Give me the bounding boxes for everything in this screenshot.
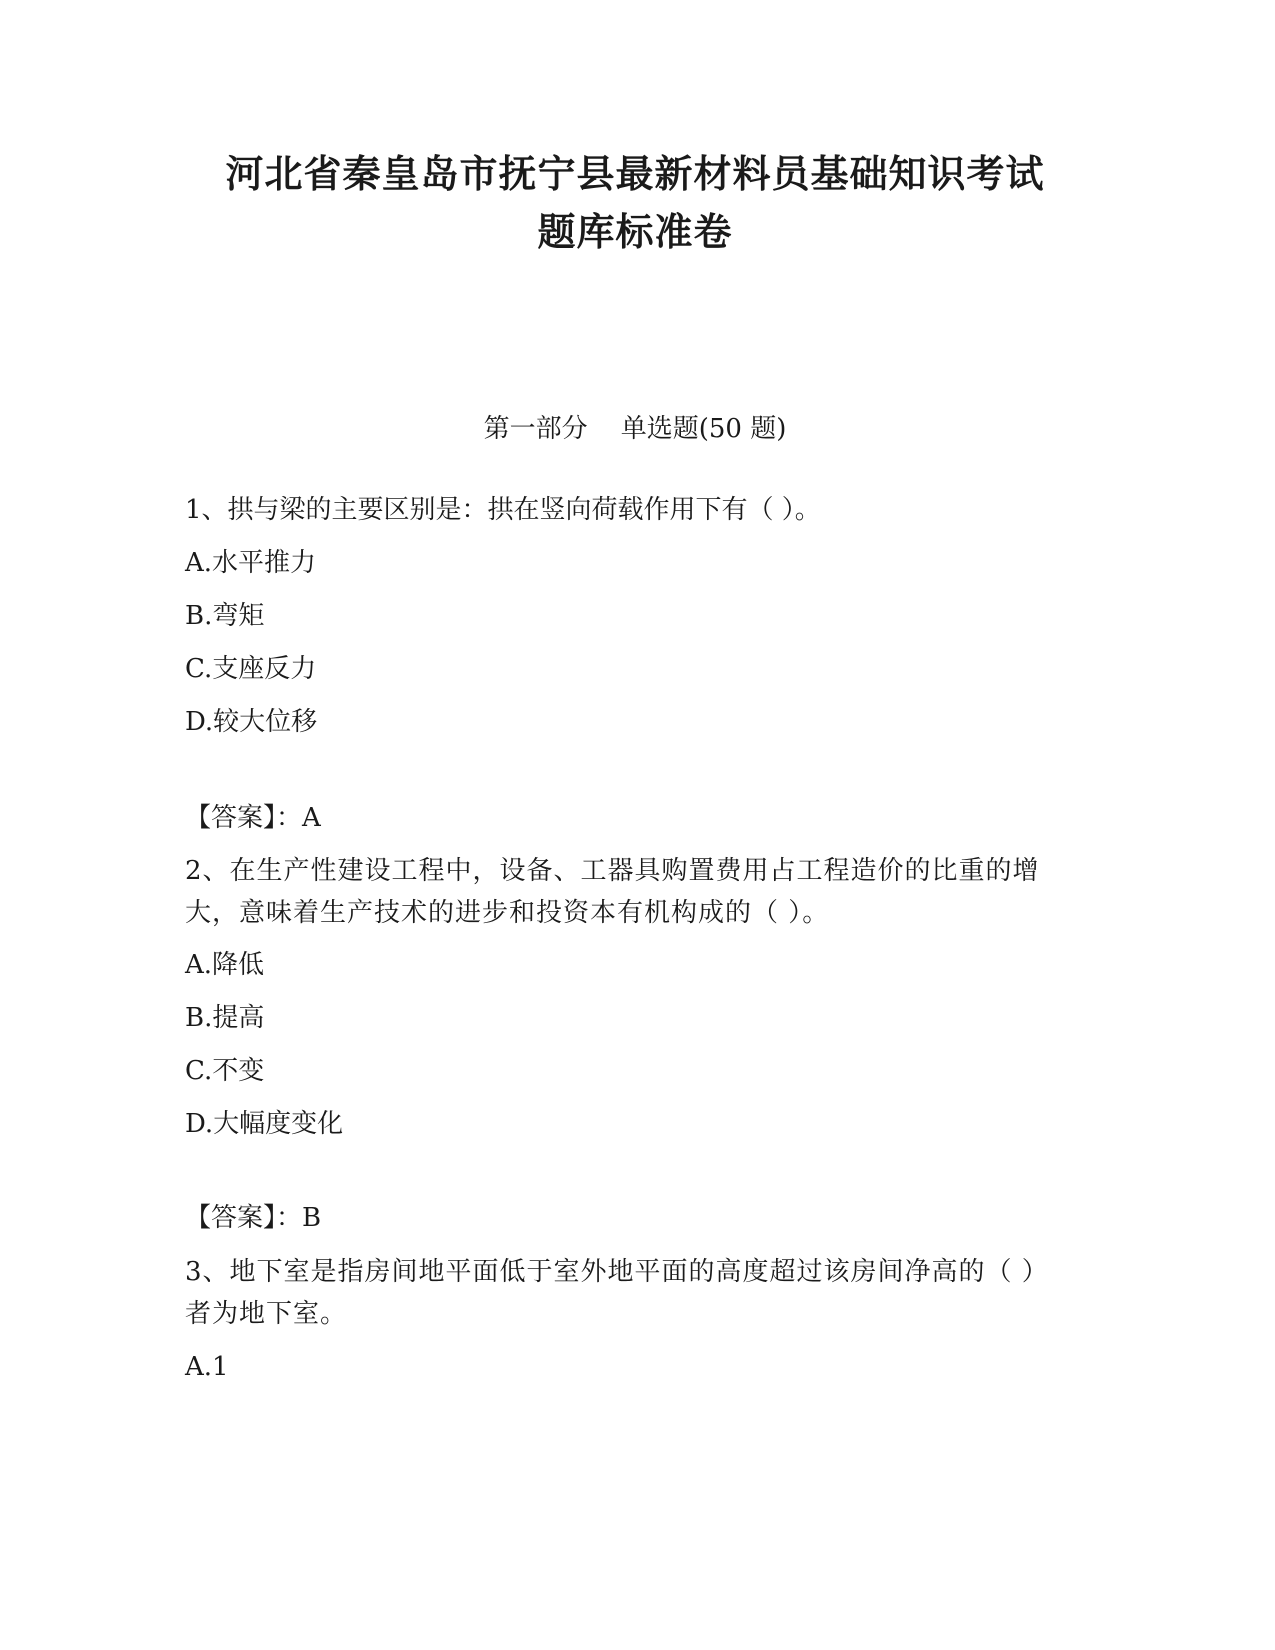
question-2-option-d: D.大幅度变化 [185,1109,344,1139]
question-1-option-b: B.弯矩 [185,601,265,631]
question-2-option-a: A.降低 [185,950,265,980]
section-heading: 第一部分 单选题(50 题) [483,414,787,444]
question-1-option-a: A.水平推力 [185,548,317,578]
question-1-option-d: D.较大位移 [185,707,318,737]
question-1-option-c: C.支座反力 [185,654,317,684]
question-1-stem: 1、拱与梁的主要区别是：拱在竖向荷载作用下有（ ）。 [185,495,821,525]
question-1-answer: 【答案】：A [185,803,321,833]
question-3-option-a: A.1 [185,1352,229,1382]
question-2-stem: 2、在生产性建设工程中，设备、工器具购置费用占工程造价的比重的增大，意味着生产技术的进步和投资本有机构成的（ ）。 [185,856,1040,928]
question-2-option-c: C.不变 [185,1056,265,1086]
title-line-2: 题库标准卷 [537,210,733,254]
question-3-stem: 3、地下室是指房间地平面低于室外地平面的高度超过该房间净高的（ ）者为地下室。 [185,1257,1049,1329]
title-line-1: 河北省秦皇岛市抚宁县最新材料员基础知识考试 [225,152,1045,196]
question-2-answer: 【答案】：B [185,1203,322,1233]
question-2-option-b: B.提高 [185,1003,265,1033]
document-title [180,145,1090,261]
